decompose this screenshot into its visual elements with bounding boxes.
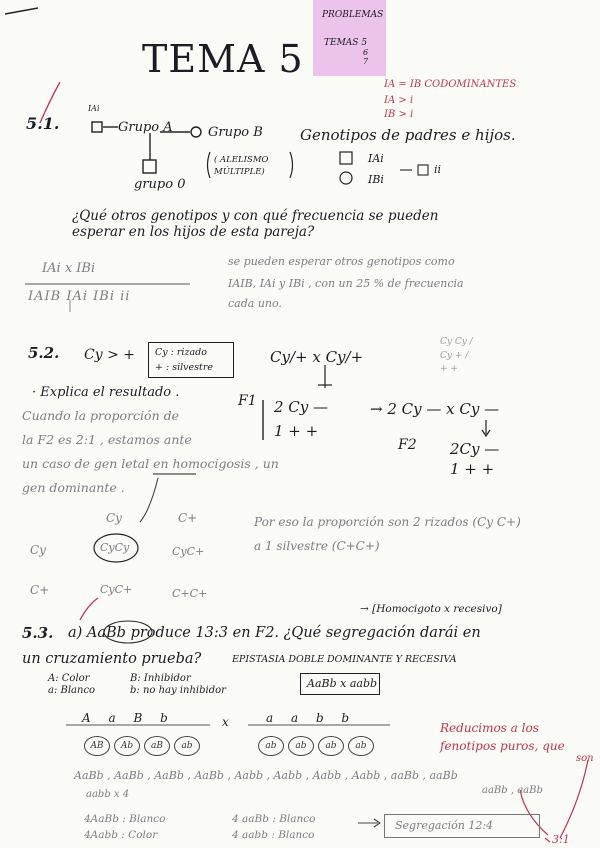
problem-5-3-number: 5.3. — [22, 624, 54, 642]
sticky-line4: 7 — [363, 57, 369, 66]
question-5-3-line2: un cruzamiento prueba? — [22, 651, 202, 667]
answer-5-1-line3: cada uno. — [228, 297, 282, 310]
page-title: TEMA 5 — [142, 37, 304, 81]
gamete-circle-right-2: ab — [288, 736, 314, 756]
f2-line1: 2Cy — — [450, 440, 500, 458]
f1-line1: 2 Cy — — [274, 398, 329, 416]
genotipos-heading: Genotipos de padres e hijos. — [300, 126, 516, 144]
f2-label: F2 — [398, 437, 417, 453]
gamete-circle-right-1: ab — [258, 736, 284, 756]
gametes-right: a a b b — [266, 711, 350, 725]
f2-line2: 1 + + — [450, 460, 495, 478]
gamete-circle-right-3: ab — [318, 736, 344, 756]
punnett-cell-22: C+C+ — [172, 587, 208, 600]
result-3: 4 aaBb : Blanco — [232, 813, 316, 825]
red-note-line1: Reducimos a los — [440, 721, 539, 735]
f1-label: F1 — [238, 393, 257, 409]
punnett-cell-12: CyC+ — [172, 545, 205, 558]
result-4: 4 aabb : Blanco — [232, 829, 315, 841]
sticky-line1: PROBLEMAS — [322, 10, 384, 20]
cross-5-1: IAi x IBi — [42, 261, 96, 276]
red-note-line3: son — [576, 753, 594, 764]
f1-line2: 1 + + — [274, 422, 319, 440]
legend-line2: + : silvestre — [155, 362, 213, 373]
pedigree-grupo-0: grupo 0 — [134, 177, 186, 192]
explain-line2: la F2 es 2:1 , estamos ante — [22, 432, 192, 447]
pedigree-grupo-b: Grupo B — [208, 125, 263, 140]
explain-line3: un caso de gen letal en homocigosis , un — [22, 456, 279, 471]
key-a2: a: Blanco — [48, 685, 96, 696]
genotype-list: AaBb , AaBb , AaBb , AaBb , Aabb , Aabb , Aabb , Aabb , aaBb , aaBb — [74, 769, 458, 782]
genotype-list-2: aaBb , aaBb — [482, 785, 543, 796]
segregacion-box — [384, 814, 540, 838]
alelismo-multiple-note: ( ALELISMO MÚLTIPLE) — [214, 155, 269, 177]
gamete-circle-left-1: AB — [84, 736, 110, 756]
dominance-relation: Cy > + — [84, 347, 135, 363]
key-a1: A: Color — [48, 673, 90, 684]
homocigoto-note: → [Homocigoto x recesivo] — [360, 603, 502, 615]
gamete-circle-left-4: ab — [174, 736, 200, 756]
explain-title: · Explica el resultado . — [32, 385, 180, 400]
sticky-line2: TEMAS 5 — [324, 38, 368, 48]
punnett-row1: Cy — [30, 543, 46, 557]
conclusion-line2: a 1 silvestre (C+C+) — [254, 539, 380, 553]
key-b2: b: no hay inhibidor — [130, 685, 226, 696]
codominance-line2: IA > i — [384, 95, 414, 106]
genotype-result-label: ii — [434, 163, 442, 176]
gamete-circle-left-2: Ab — [114, 736, 140, 756]
gametes-left: A a B b — [82, 711, 168, 725]
pedigree-ia-mark: IAi — [88, 104, 100, 113]
punnett-cell-11: CyCy — [100, 541, 130, 554]
conclusion-line1: Por eso la proporción son 2 rizados (Cy C+) — [254, 515, 521, 529]
key-b1: B: Inhibidor — [130, 673, 191, 684]
result-1: 4AaBb : Blanco — [84, 813, 166, 825]
sticky-line3: 6 — [363, 48, 369, 57]
pedigree-grupo-a: Grupo A — [118, 120, 173, 135]
codominance-line3: IB > i — [384, 109, 414, 120]
problem-5-1-number: 5.1. — [26, 114, 60, 133]
result-2: 4Aabb : Color — [84, 829, 158, 841]
explain-line4: gen dominante . — [22, 480, 125, 495]
question-5-1-line2: esperar en los hijos de esta pareja? — [72, 224, 315, 240]
answer-5-1-line2: IAIB, IAi y IBi , con un 25 % de frecuencia — [228, 277, 464, 290]
gamete-circle-left-3: aB — [144, 736, 170, 756]
offspring-5-1: IAIB IAi IBi ii — [28, 289, 131, 304]
punnett-cell-21: CyC+ — [100, 583, 133, 596]
punnett-col2: C+ — [178, 511, 198, 525]
gamete-circle-right-4: ab — [348, 736, 374, 756]
f1-arrow-cross: → 2 Cy — x Cy — — [370, 400, 500, 418]
gametes-times: x — [222, 715, 229, 729]
parent-cross-5-2: Cy/+ x Cy/+ — [270, 348, 364, 366]
epistasia-note: EPISTASIA DOBLE DOMINANTE Y RECESIVA — [232, 654, 457, 665]
question-5-1-line1: ¿Qué otros genotipos y con qué frecuencia se pueden — [72, 208, 439, 224]
question-5-3-line1: a) AaBb produce 13:3 en F2. ¿Qué segregación darái en — [68, 625, 481, 641]
legend-line1: Cy : rizado — [155, 347, 207, 358]
punnett-col1: Cy — [106, 511, 122, 525]
punnett-row2: C+ — [30, 583, 50, 597]
ratio-3-1: 3:1 — [552, 833, 570, 846]
test-cross-box — [300, 673, 380, 695]
pencil-genotype-notes: Cy Cy / Cy + / + + — [440, 337, 473, 374]
codominance-line1: IA = IB CODOMINANTES — [384, 79, 517, 90]
answer-5-1-line1: se pueden esperar otros genotipos como — [228, 255, 455, 268]
genotype-square-label: IAi — [368, 152, 384, 165]
allele-legend-box — [148, 342, 234, 378]
segregacion-label: Segregación 12:4 — [395, 819, 494, 832]
genotype-circle-label: IBi — [368, 173, 384, 186]
test-cross: AaBb x aabb — [307, 677, 378, 690]
red-note-line2: fenotipos puros, que — [440, 739, 565, 753]
problem-5-2-number: 5.2. — [28, 344, 60, 362]
explain-line1: Cuando la proporción de — [22, 408, 179, 423]
aabb-x4: aabb x 4 — [86, 789, 130, 800]
